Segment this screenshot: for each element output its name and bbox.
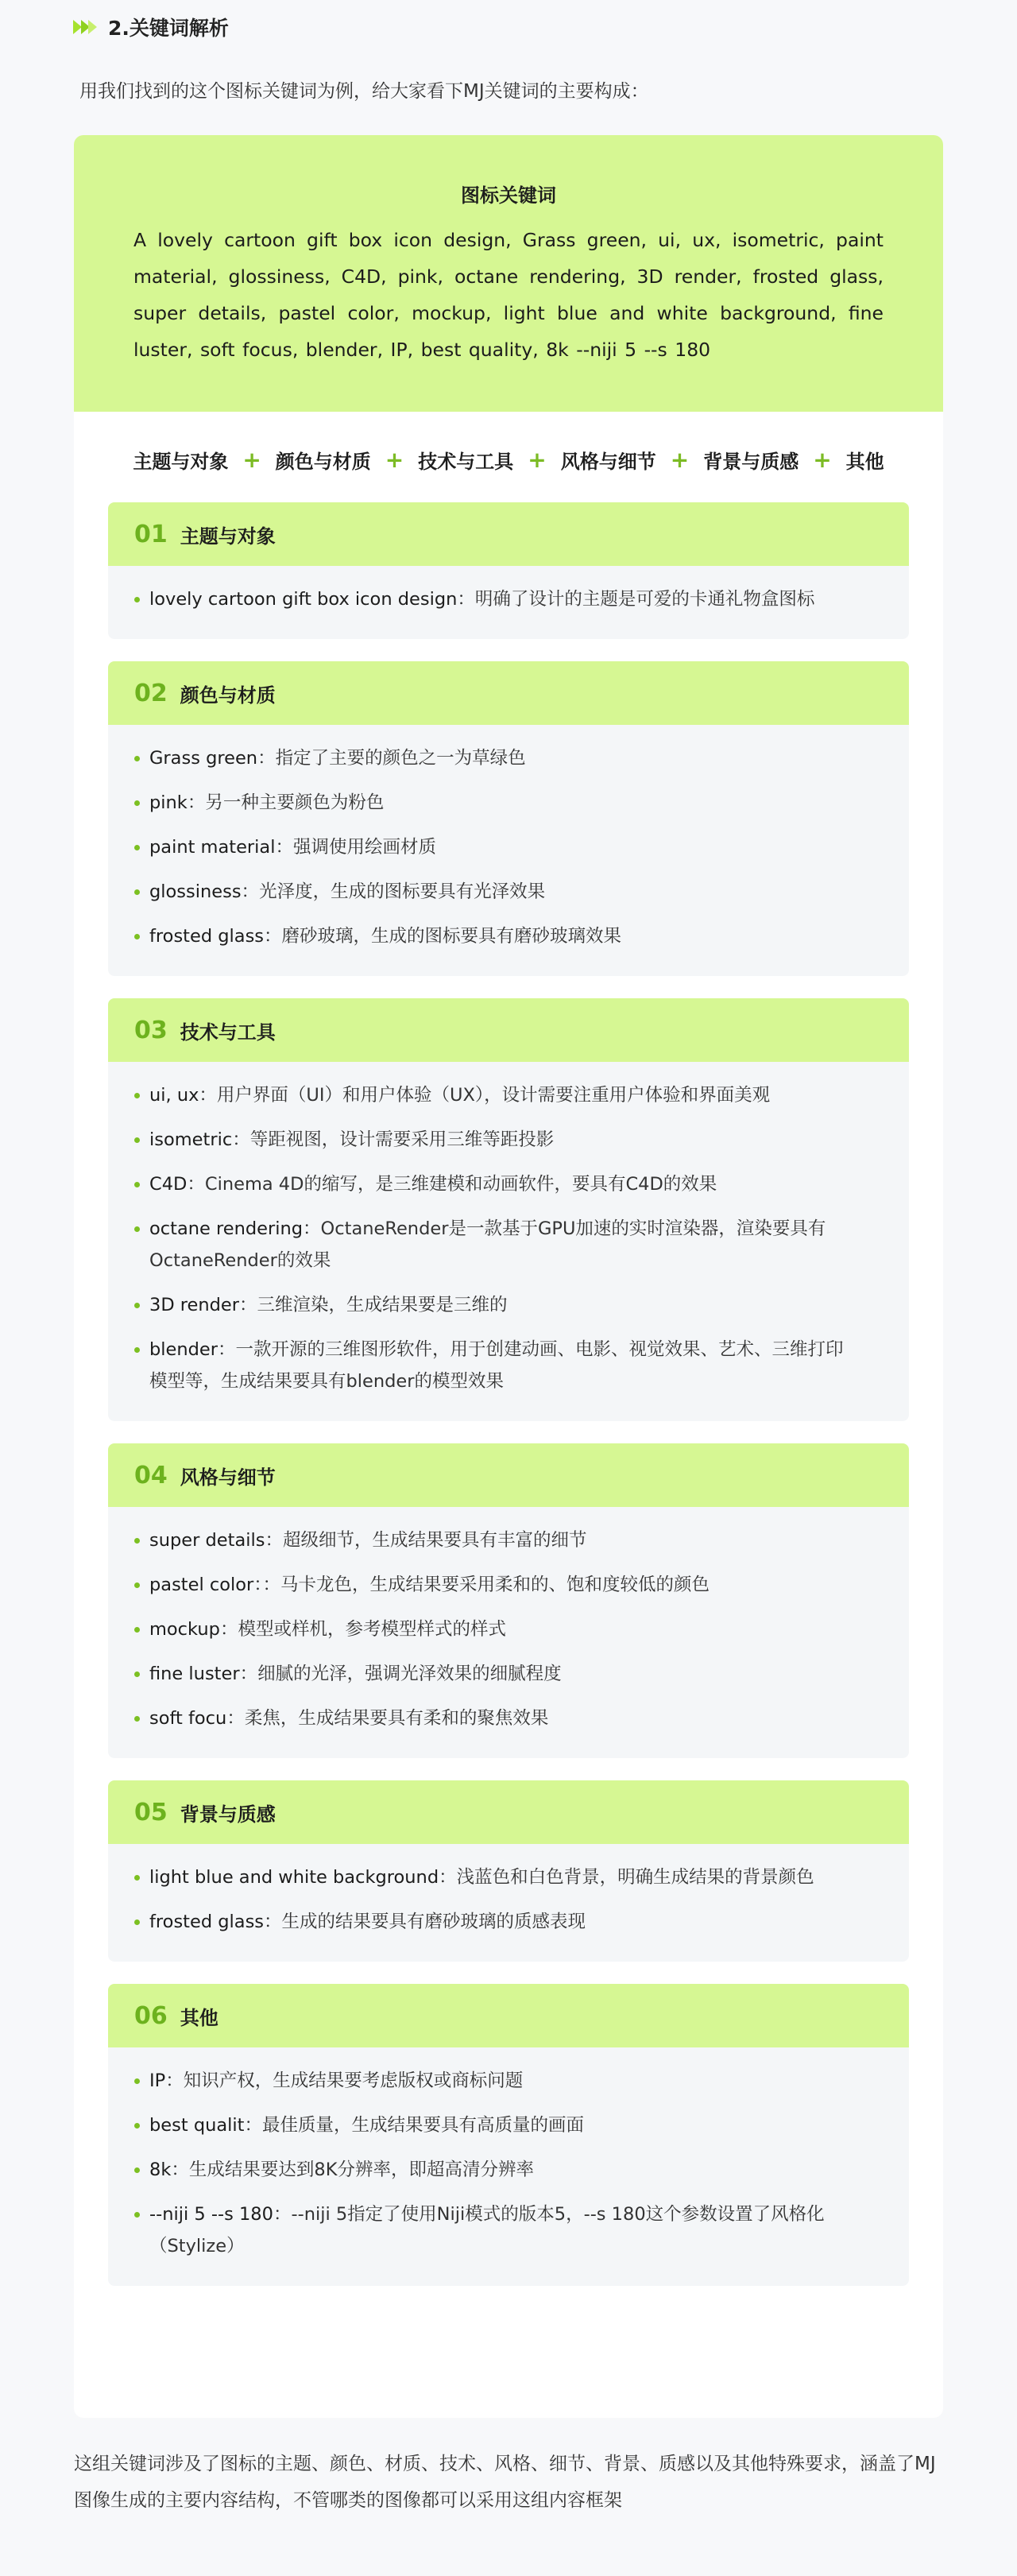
keyword-list	[108, 1844, 909, 1962]
keyword-separator: ：	[244, 2115, 262, 2136]
prompt-title: 图标关键词	[461, 184, 556, 207]
keyword-description: 明确了设计的主题是可爱的卡通礼物盒图标	[474, 589, 815, 610]
keyword-item	[108, 831, 909, 863]
keyword-separator: ：	[239, 1664, 258, 1684]
group-title: 技术与工具	[180, 1021, 276, 1044]
summary-text: 这组关键词涉及了图标的主题、颜色、材质、技术、风格、细节、背景、质感以及其他特殊要求，涵盖了MJ图像生成的主要内容结构，不管哪类的图像都可以采用这组内容框架	[74, 2454, 936, 2511]
keyword-term: Grass green	[149, 748, 258, 769]
keyword-description: 超级细节，生成结果要具有丰富的细节	[283, 1530, 587, 1551]
keyword-item	[108, 2154, 909, 2186]
keyword-separator: ：	[265, 1530, 283, 1551]
keyword-group	[108, 502, 909, 639]
keyword-term: soft focu	[149, 1708, 227, 1729]
keyword-term: isometric	[149, 1129, 233, 1150]
keyword-item	[108, 583, 909, 615]
keyword-separator: ：	[241, 881, 260, 902]
keyword-description: 强调使用绘画材质	[292, 837, 436, 858]
keyword-list	[108, 2047, 909, 2286]
keyword-group	[108, 661, 909, 976]
group-number: 02	[134, 679, 168, 707]
keyword-term: frosted glass	[149, 926, 265, 947]
keyword-term: light blue and white background	[149, 1867, 439, 1888]
plus-icon: +	[385, 446, 404, 473]
keyword-term: best qualit	[149, 2115, 245, 2136]
group-title: 背景与质感	[180, 1803, 276, 1826]
keyword-item	[108, 1213, 909, 1276]
section-header	[73, 13, 229, 41]
keyword-item	[108, 1861, 909, 1893]
keyword-item	[108, 1658, 909, 1690]
keyword-term: 3D render	[149, 1295, 240, 1315]
keyword-item	[108, 1906, 909, 1938]
keyword-term: pastel color	[149, 1575, 254, 1595]
keyword-term: super details	[149, 1530, 265, 1551]
keyword-term: mockup	[149, 1619, 220, 1640]
category-label: 其他	[845, 450, 884, 473]
keyword-separator: ：	[171, 2160, 189, 2180]
plus-icon: +	[528, 446, 547, 473]
keyword-card	[74, 135, 943, 2418]
keyword-groups	[74, 502, 943, 2286]
keyword-item	[108, 787, 909, 819]
keyword-term: paint material	[149, 837, 276, 858]
keyword-group	[108, 1984, 909, 2286]
keyword-term: 8k	[149, 2160, 172, 2180]
category-label: 风格与细节	[560, 450, 656, 473]
keyword-term: --niji 5 --s 180	[149, 2204, 273, 2225]
keyword-separator: ：	[457, 589, 475, 610]
group-number: 01	[134, 520, 168, 548]
keyword-item	[108, 1702, 909, 1734]
keyword-separator: ：	[303, 1218, 321, 1239]
keyword-item	[108, 1124, 909, 1156]
category-row	[74, 444, 943, 475]
group-title: 风格与细节	[180, 1466, 276, 1489]
group-number: 05	[134, 1798, 168, 1826]
keyword-list	[108, 566, 909, 639]
keyword-item	[108, 1613, 909, 1645]
keyword-description: 细腻的光泽，强调光泽效果的细腻程度	[257, 1664, 562, 1684]
keyword-separator: ：	[199, 1085, 217, 1106]
group-number: 06	[134, 2001, 168, 2030]
keyword-separator: ：	[187, 1174, 205, 1195]
keyword-list	[108, 725, 909, 976]
keyword-term: lovely cartoon gift box icon design	[149, 589, 458, 610]
group-header	[108, 502, 909, 566]
keyword-term: glossiness	[149, 881, 242, 902]
keyword-separator: ：	[239, 1295, 257, 1315]
group-header	[108, 1780, 909, 1844]
keyword-separator: ：	[218, 1339, 236, 1360]
keyword-term: ui, ux	[149, 1085, 199, 1106]
keyword-list	[108, 1062, 909, 1421]
keyword-separator: ：	[275, 837, 293, 858]
keyword-group	[108, 1443, 909, 1758]
category-label: 背景与质感	[703, 450, 799, 473]
keyword-term: frosted glass	[149, 1912, 265, 1932]
keyword-description: ：马卡龙色，生成结果要采用柔和的、饱和度较低的颜色	[262, 1575, 710, 1595]
plus-icon: +	[813, 446, 832, 473]
keyword-separator: ：	[257, 748, 276, 769]
keyword-separator: ：	[264, 926, 282, 947]
keyword-description: 最佳质量，生成结果要具有高质量的画面	[262, 2115, 585, 2136]
intro-text: 用我们找到的这个图标关键词为例，给大家看下MJ关键词的主要构成：	[79, 81, 649, 102]
keyword-separator: ：	[165, 2070, 184, 2091]
keyword-term: fine luster	[149, 1664, 240, 1684]
group-title: 颜色与材质	[180, 684, 276, 707]
keyword-item	[108, 920, 909, 952]
group-number: 04	[134, 1461, 168, 1489]
keyword-item	[108, 2065, 909, 2097]
prompt-panel	[74, 135, 943, 412]
keyword-description: 浅蓝色和白色背景，明确生成结果的背景颜色	[456, 1867, 814, 1888]
keyword-item	[108, 2198, 909, 2262]
keyword-separator: ：	[273, 2204, 292, 2225]
group-number: 03	[134, 1016, 168, 1044]
keyword-description: 磨砂玻璃，生成的图标要具有磨砂玻璃效果	[281, 926, 622, 947]
keyword-term: octane rendering	[149, 1218, 304, 1239]
keyword-term: C4D	[149, 1174, 188, 1195]
group-title: 其他	[180, 2006, 218, 2029]
keyword-item	[108, 2109, 909, 2141]
group-header	[108, 998, 909, 1062]
keyword-description: OctaneRender是一款基于GPU加速的实时渲染器，渲染要具有OctaneRender的效果	[149, 1218, 826, 1271]
keyword-description: 指定了主要的颜色之一为草绿色	[275, 748, 526, 769]
keyword-item	[108, 876, 909, 908]
keyword-separator: ：	[219, 1619, 238, 1640]
keyword-list	[108, 1507, 909, 1758]
plus-icon: +	[242, 446, 261, 473]
group-header	[108, 661, 909, 725]
keyword-separator: ：	[264, 1912, 282, 1932]
keyword-term: blender	[149, 1339, 218, 1360]
keyword-description: 一款开源的三维图形软件，用于创建动画、电影、视觉效果、艺术、三维打印模型等，生成结果要具有blender的模型效果	[149, 1339, 844, 1392]
keyword-group	[108, 998, 909, 1421]
keyword-term: IP	[149, 2070, 166, 2091]
keyword-description: 光泽度，生成的图标要具有光泽效果	[259, 881, 546, 902]
keyword-description: 生成结果要达到8K分辨率，即超高清分辨率	[188, 2160, 534, 2180]
plus-icon: +	[670, 446, 690, 473]
keyword-separator: ：	[439, 1867, 457, 1888]
keyword-description: 等距视图，设计需要采用三维等距投影	[249, 1129, 555, 1150]
keyword-separator: ：	[187, 792, 206, 813]
prompt-text: A lovely cartoon gift box icon design, Grass green, ui, ux, isometric, paint material, glossiness, C4D, pink, octane rendering, 3D render, frosted glass, super details, pastel color, mockup, light blue and white background, fine luster, soft focus, blender, IP, best quality, 8k --niji 5 --s 180	[133, 229, 884, 361]
keyword-description: 生成的结果要具有磨砂玻璃的质感表现	[281, 1912, 586, 1932]
section-title: 2.关键词解析	[108, 17, 229, 40]
keyword-description: 三维渲染，生成结果要是三维的	[257, 1295, 508, 1315]
keyword-item	[108, 1524, 909, 1556]
keyword-description: 模型或样机，参考模型样式的样式	[238, 1619, 506, 1640]
group-header	[108, 1984, 909, 2047]
double-chevron-right-icon	[73, 18, 97, 36]
keyword-description: 知识产权，生成结果要考虑版权或商标问题	[183, 2070, 524, 2091]
keyword-separator: ：	[253, 1575, 263, 1595]
keyword-description: --niji 5指定了使用Niji模式的版本5，--s 180这个参数设置了风格化（Stylize）	[149, 2204, 825, 2256]
group-title: 主题与对象	[180, 525, 276, 548]
keyword-separator: ：	[232, 1129, 250, 1150]
keyword-item	[108, 1334, 909, 1397]
keyword-description: 另一种主要颜色为粉色	[205, 792, 385, 813]
keyword-item	[108, 1289, 909, 1321]
category-label: 主题与对象	[133, 450, 229, 473]
keyword-item	[108, 1079, 909, 1111]
keyword-description: 柔焦，生成结果要具有柔和的聚焦效果	[244, 1708, 549, 1729]
keyword-item	[108, 1569, 909, 1601]
category-label: 技术与工具	[418, 450, 514, 473]
keyword-item	[108, 1168, 909, 1200]
group-header	[108, 1443, 909, 1507]
keyword-group	[108, 1780, 909, 1962]
category-label: 颜色与材质	[275, 450, 371, 473]
keyword-item	[108, 742, 909, 774]
keyword-description: 用户界面（UI）和用户体验（UX），设计需要注重用户体验和界面美观	[216, 1085, 771, 1106]
keyword-term: pink	[149, 792, 188, 813]
keyword-separator: ：	[226, 1708, 245, 1729]
keyword-description: Cinema 4D的缩写，是三维建模和动画软件，要具有C4D的效果	[204, 1174, 717, 1195]
